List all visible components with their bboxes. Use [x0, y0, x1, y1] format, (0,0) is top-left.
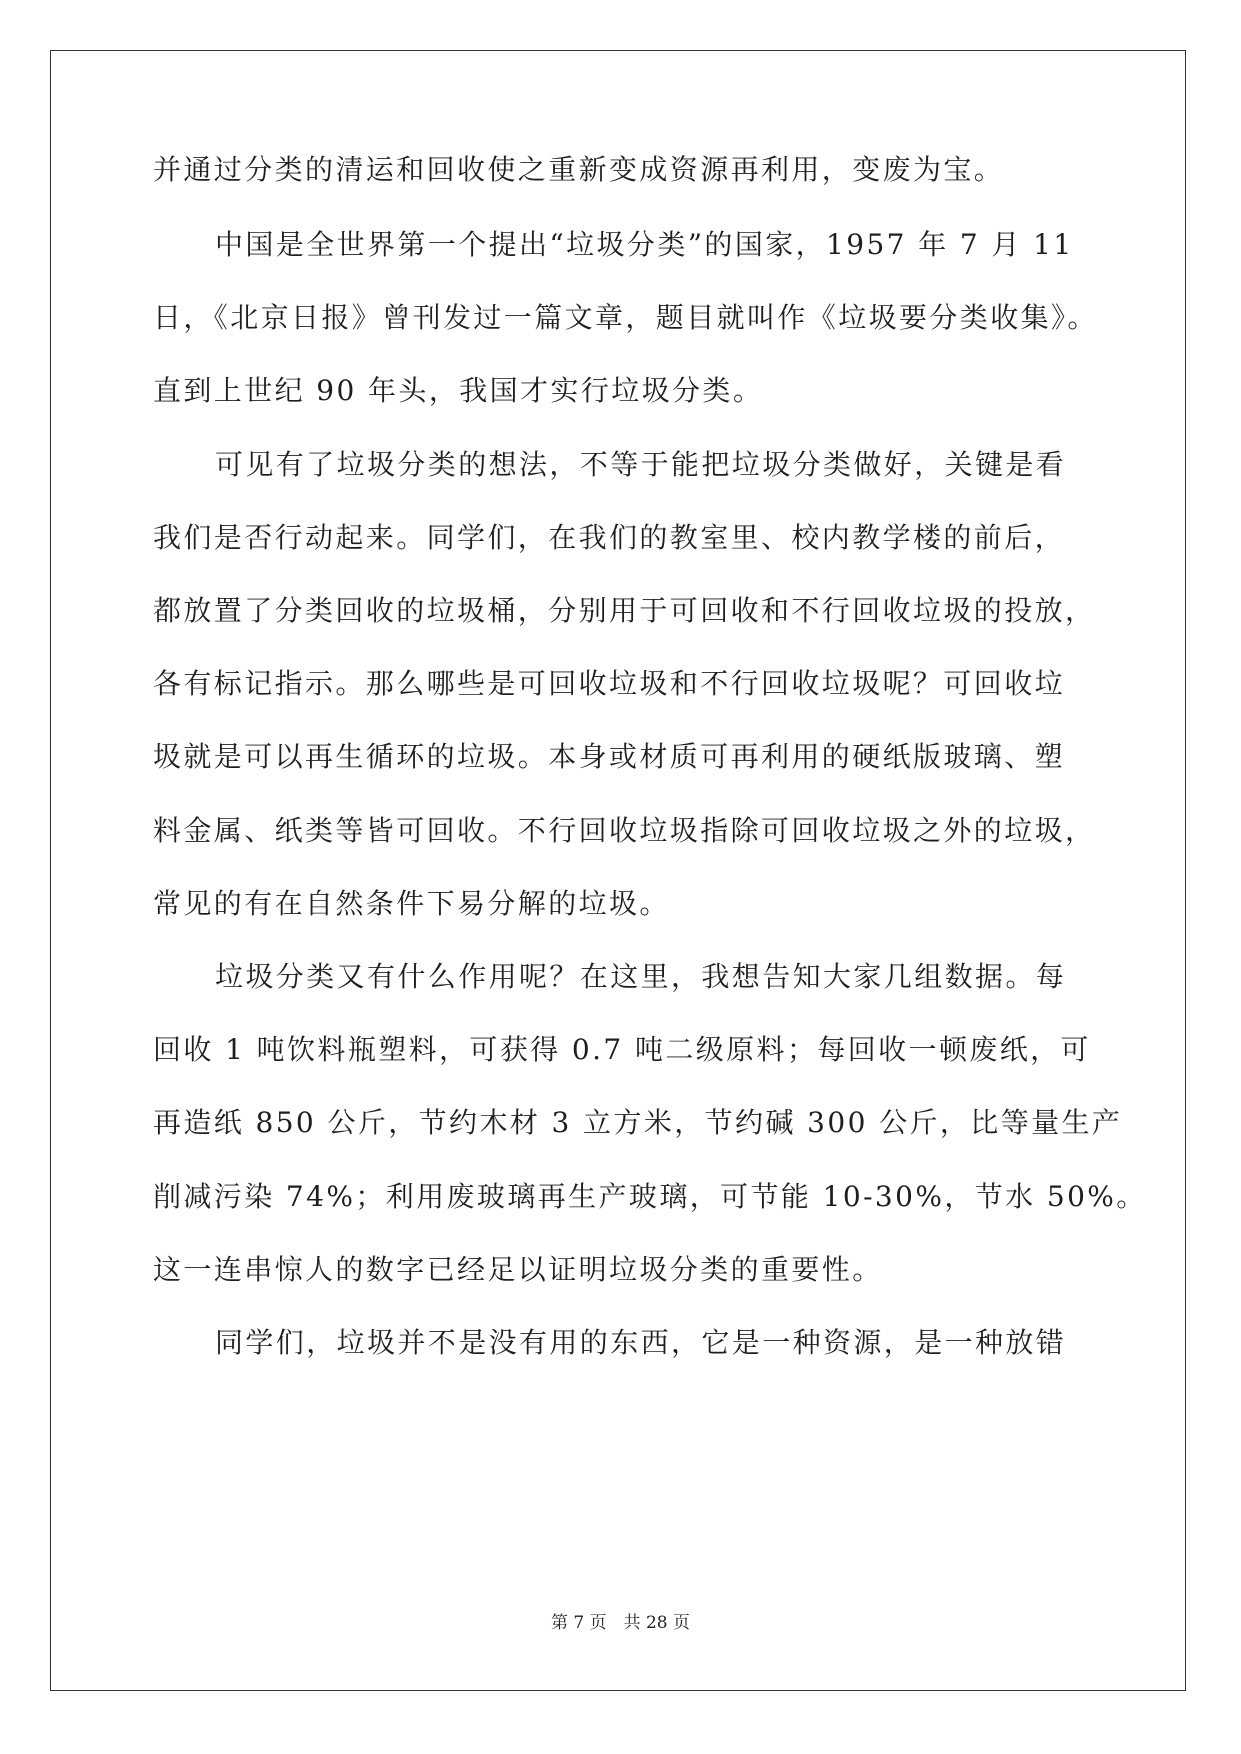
body-line-6: 我们是否行动起来。同学们，在我们的教室里、校内教学楼的前后，: [153, 521, 1066, 554]
page-border: [50, 50, 1186, 1691]
body-line-7: 都放置了分类回收的垃圾桶，分别用于可回收和不行回收垃圾的投放，: [153, 594, 1096, 627]
body-line-3: 日，《北京日报》曾刊发过一篇文章，题目就叫作《垃圾要分类收集》。: [153, 301, 1098, 334]
body-line-12: 垃圾分类又有什么作用呢？在这里，我想告知大家几组数据。每: [215, 960, 1067, 993]
body-line-17: 同学们，垃圾并不是没有用的东西，它是一种资源，是一种放错: [215, 1326, 1067, 1359]
body-line-9: 圾就是可以再生循环的垃圾。本身或材质可再利用的硬纸版玻璃、塑: [153, 740, 1066, 773]
body-line-10: 料金属、纸类等皆可回收。不行回收垃圾指除可回收垃圾之外的垃圾，: [153, 814, 1096, 847]
body-line-13: 回收 1 吨饮料瓶塑料，可获得 0.7 吨二级原料；每回收一顿废纸，可: [153, 1033, 1091, 1066]
body-line-8: 各有标记指示。那么哪些是可回收垃圾和不行回收垃圾呢？可回收垃: [153, 667, 1066, 700]
body-line-1: 并通过分类的清运和回收使之重新变成资源再利用，变废为宝。: [153, 153, 1005, 186]
body-line-5: 可见有了垃圾分类的想法，不等于能把垃圾分类做好，关键是看: [215, 448, 1067, 481]
body-line-14: 再造纸 850 公斤，节约木材 3 立方米，节约碱 300 公斤，比等量生产: [153, 1106, 1123, 1139]
body-line-2: 中国是全世界第一个提出“垃圾分类”的国家，1957 年 7 月 11: [215, 228, 1074, 261]
body-line-16: 这一连串惊人的数字已经足以证明垃圾分类的重要性。: [153, 1253, 883, 1286]
body-line-15: 削减污染 74%；利用废玻璃再生产玻璃，可节能 10-30%，节水 50%。: [153, 1180, 1147, 1213]
page-number-footer: 第 7 页 共 28 页: [550, 1613, 691, 1633]
body-line-4: 直到上世纪 90 年头，我国才实行垃圾分类。: [153, 374, 764, 407]
body-line-11: 常见的有在自然条件下易分解的垃圾。: [153, 887, 670, 920]
